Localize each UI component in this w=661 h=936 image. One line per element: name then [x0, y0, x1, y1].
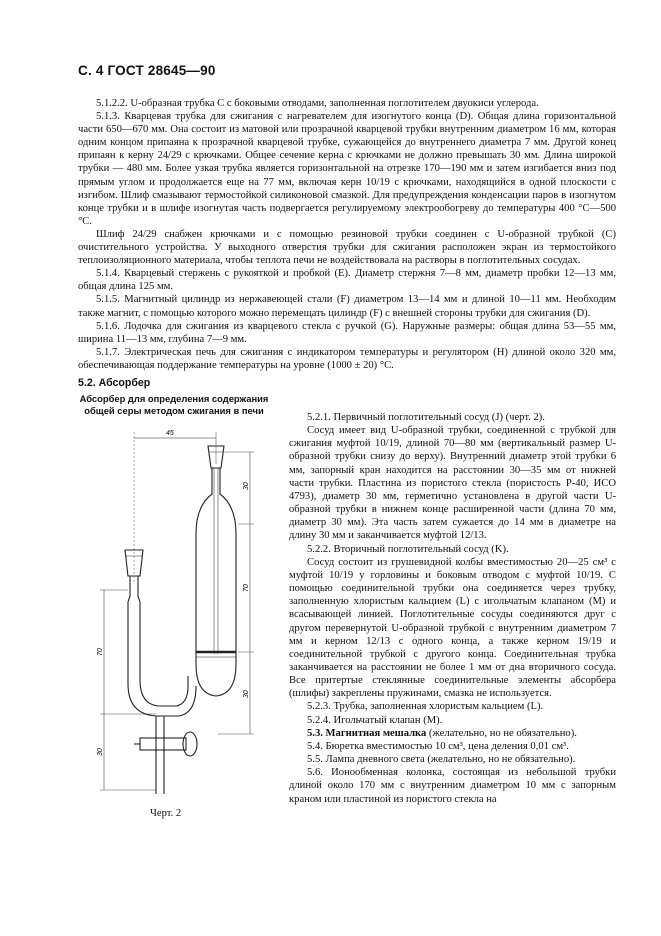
paragraph: 5.3. Магнитная мешалка (желательно, но не обязательно). [307, 727, 577, 739]
page-header: С. 4 ГОСТ 28645—90 [78, 63, 216, 78]
paragraph: 5.1.3. Кварцевая трубка для сжигания с нагревателем для изогнутого конца (D). Общая длина горизонтальной части 650—670 мм. Она состоит из матовой или прозрачной кварцевой трубки внутренним диаметром 16 мм, которая одним концом припаяна к прозрачной кварцевой трубке, сужающейся до внутреннего диаметра 7 мм. Другой конец припаян к керну 24/29 с крючками. Общее сечение керна с крючками не должно превышать 30 мм. Длина широкой трубки — 480 мм. Более узкая трубка является горизонтальной на отрезке 170—190 мм и затем изгибается вниз под прямым углом и продолжается еще на 77 мм, включая керн 10/19 с крючками, находящийся в одной плоскости с изгибом. Шлиф смазывают термостойкой силиконовой смазкой. Для предупреждения конденсации паров в изогнутом конце трубки и в шлифе изогнутая часть подвергается регулируемому электрообогреву до температуры 400 °С—500 °С. [78, 111, 616, 227]
section-title: 5.2. Абсорбер [78, 377, 151, 389]
paragraph: 5.2.3. Трубка, заполненная хлористым кальцием (L). [307, 701, 544, 713]
dim-30-top: 30 [243, 482, 250, 490]
main-text [78, 97, 616, 372]
paragraph: 5.1.7. Электрическая печь для сжигания с индикатором температуры и регулятором (H) длиной около 320 мм, обеспечивающая поддержание температуры на уровне (1000 ± 20) °С. [78, 346, 616, 371]
paragraph: 5.2.4. Игольчатый клапан (M). [307, 714, 443, 726]
dim-70-left: 70 [97, 648, 104, 656]
paragraph: 5.1.6. Лодочка для сжигания из кварцевого стекла с ручкой (G). Наружные размеры: общая длина 53—55 мм, ширина 11—13 мм, глубина 7—9 мм. [78, 320, 616, 345]
figure-caption: Абсорбер для определения содержания общей серы методом сжигания в печи [79, 393, 269, 416]
dim-70-right: 70 [243, 584, 250, 592]
absorber-drawing [78, 424, 278, 804]
paragraph: 5.5. Лампа дневного света (желательно, но не обязательно). [307, 754, 576, 766]
paragraph: Шлиф 24/29 снабжен крючками и с помощью резиновой трубки соединен с U-образной трубкой (C) очистительного устройства. У выходного отверстия трубки для сжигания расположен экран из термостойкого теплоизоляционного материала, чтобы теплота печи не воздействовала на растворы в поглотительных сосудах. [78, 228, 616, 267]
paragraph: 5.2.2. Вторичный поглотительный сосуд (K). [307, 543, 509, 555]
paragraph: Сосуд состоит из грушевидной колбы вместимостью 20—25 см³ с муфтой 10/19 у горловины и боковым отводом с муфтой 10/19. С помощью соединительной трубки она соединяется через трубку, заполненную хлористым кальцием (L) с игольчатым клапаном (M) и всасывающей линией. Поглотительные сосуды соединяются друг с другом перевернутой U-образной трубкой с внутренним диаметром 7 мм и керном 12/13 с одного конца, а также керном 19/19 и соединительной трубкой с другого конца. Соединительная трубка заканчивается на расстоянии не более 1 мм от дна вторичного сосуда. Все притертые стеклянные соединительные элементы абсорбера (шлифы) закреплены пружинами, смазка не используется. [289, 556, 616, 700]
paragraph: 5.1.5. Магнитный цилиндр из нержавеющей стали (F) диаметром 13—14 мм и длиной 10—11 мм. Необходим также магнит, с помощью которого можно перемещать цилиндр (F) с внешней стороны трубки для сжигания (D). [78, 294, 616, 319]
figure-label: Черт. 2 [150, 808, 182, 819]
dim-45: 45 [166, 430, 174, 437]
paragraph: 5.2.1. Первичный поглотительный сосуд (J) (черт. 2). [307, 412, 545, 423]
paragraph: 5.6. Ионообменная колонка, состоящая из небольшой трубки длиной около 170 мм с внутренним диаметром 10 мм с запорным краном или пластиной из пористого стекла на [289, 767, 616, 805]
paragraph: Сосуд имеет вид U-образной трубки, соединенной с трубкой для сжигания муфтой 10/19, длиной 70—80 мм (вертикальный размер U-образной трубки снизу до верху). Внутренний диаметр этой трубки 6 мм, запорный кран находится на расстоянии 30—35 мм от нижней части трубки. Пластина из пористого стекла (пористость Р-40, ИСО 4793), диаметр 30 мм, герметично установлена в другой части U-образной трубки в нижнем конце расширенной части (длина 70 мм, диаметр 30 мм). Эта часть затем сужается до 14 мм в диаметре на длину 30 мм и заканчивается муфтой 12/13. [289, 425, 616, 542]
right-column [289, 411, 616, 806]
paragraph: 5.1.4. Кварцевый стержень с рукояткой и пробкой (E). Диаметр стержня 7—8 мм, диаметр пробки 12—13 мм, общая длина 125 мм. [78, 268, 616, 293]
paragraph: 5.4. Бюретка вместимостью 10 см³, цена деления 0,01 см³. [307, 740, 569, 752]
dim-30-left: 30 [97, 748, 104, 756]
dim-30-right: 30 [243, 690, 250, 698]
paragraph: 5.1.2.2. U-образная трубка C с боковыми отводами, заполненная поглотителем двуокиси углерода. [96, 98, 539, 109]
